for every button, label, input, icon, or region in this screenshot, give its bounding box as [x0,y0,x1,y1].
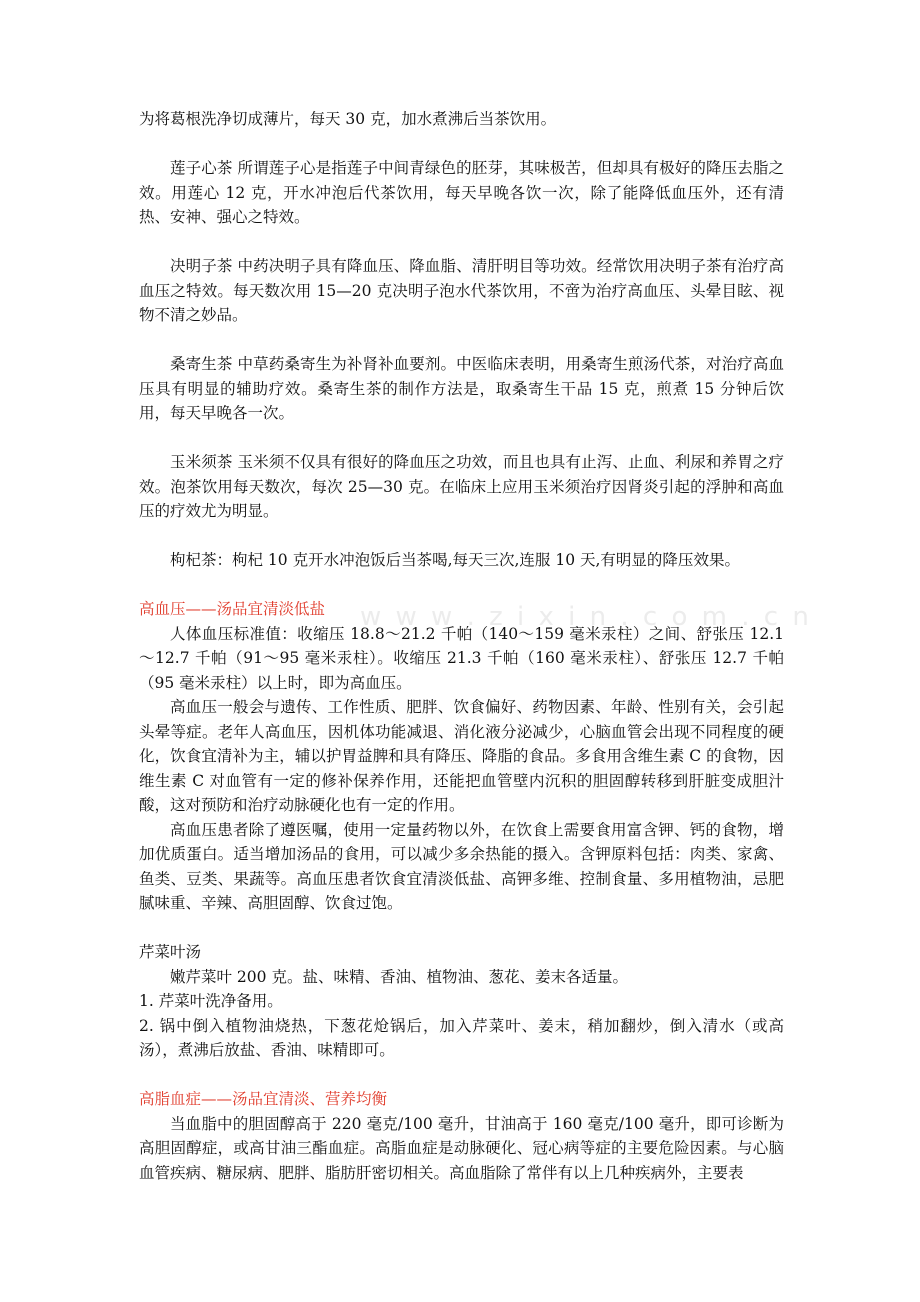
recipe-step-1: 1. 芹菜叶洗净备用。 [139,992,283,1010]
paragraph-juemingzi-tea: 决明子茶 中药决明子具有降血压、降血脂、清肝明目等功效。经常饮用决明子茶有治疗高血压之特效。每天数次用 15—20 克决明子泡水代茶饮用，不啻为治疗高血压、头晕目眩、视物不清之妙品。 [139,257,784,324]
paragraph-lianzixin-tea: 莲子心茶 所谓莲子心是指莲子中间青绿色的胚芽，其味极苦，但却具有极好的降压去脂之效。用莲心 12 克，开水冲泡后代茶饮用，每天早晚各饮一次，除了能降低血压外，还有清热、安神、强心之特效。 [139,159,784,226]
recipe-ingredients: 嫩芹菜叶 200 克。盐、味精、香油、植物油、葱花、姜末各适量。 [170,967,628,986]
paragraph-sangjisheng-tea: 桑寄生茶 中草药桑寄生为补肾补血要剂。中医临床表明，用桑寄生煎汤代茶，对治疗高血压具有明显的辅助疗效。桑寄生茶的制作方法是，取桑寄生干品 15 克，煎煮 15 分钟后饮用，每天早晚各一次。 [139,355,784,422]
paragraph-bp-standard: 人体血压标准值：收缩压 18.8～21.2 千帕（140～159 毫米汞柱）之间、舒张压 12.1～12.7 千帕（91～95 毫米汞柱）。收缩压 21.3 千帕（160 毫米汞柱）、舒张压 12.7 千帕（95 毫米汞柱）以上时，即为高血压。 [139,624,784,692]
watermark: w w w . z i x i n . c o m . c n [360,602,812,632]
recipe-title-celery-soup: 芹菜叶汤 [139,943,202,961]
paragraph-bp-diet: 高血压患者除了遵医嘱，使用一定量药物以外，在饮食上需要食用富含钾、钙的食物，增加优质蛋白。适当增加汤品的食用，可以减少多余热能的摄入。含钾原料包括：肉类、家禽、鱼类、豆类、果蔬等。高血压患者饮食宜清淡低盐、高钾多维、控制食量、多用植物油，忌肥腻味重、辛辣、高胆固醇、饮食过饱。 [139,820,784,912]
paragraph-yumixu-tea: 玉米须茶 玉米须不仅具有很好的降血压之功效，而且也具有止泻、止血、利尿和养胃之疗效。泡茶饮用每天数次，每次 25—30 克。在临床上应用玉米须治疗因肾炎引起的浮肿和高血压的疗效尤为明显。 [139,453,784,520]
section-heading-hyperlipidemia: 高脂血症——汤品宜清淡、营养均衡 [139,1090,388,1108]
paragraph-bp-causes: 高血压一般会与遗传、工作性质、肥胖、饮食偏好、药物因素、年龄、性别有关，会引起头晕等症。老年人高血压，因机体功能减退、消化液分泌减少，心脑血管会出现不同程度的硬化，饮食宜清补为主，辅以护胃益脾和具有降压、降脂的食品。多食用含维生素 C 的食物，因维生素 C 对血管有一定的修补保养作用，还能把血管壁内沉积的胆固醇转移到肝脏变成胆汁酸，这对预防和治疗动脉硬化也有一定的作用。 [139,698,784,814]
paragraph-hyperlipidemia: 当血脂中的胆固醇高于 220 毫克/100 毫升，甘油高于 160 毫克/100 毫升，即可诊断为高胆固醇症，或高甘油三酯血症。高脂血症是动脉硬化、冠心病等症的主要危险因素。与心脑血管疾病、糖尿病、肥胖、脂肪肝密切相关。高血脂除了常伴有以上几种疾病外，主要表 [139,1114,784,1182]
recipe-step-2: 2. 锅中倒入植物油烧热，下葱花炝锅后，加入芹菜叶、姜末，稍加翻炒，倒入清水（或高汤），煮沸后放盐、香油、味精即可。 [139,1016,784,1059]
paragraph-gegen: 为将葛根洗净切成薄片，每天 30 克，加水煮沸后当茶饮用。 [139,110,557,128]
paragraph-gouqi-tea: 枸杞茶：枸杞 10 克开水冲泡饭后当茶喝,每天三次,连服 10 天,有明显的降压效果。 [170,551,740,569]
section-heading-hypertension: 高血压——汤品宜清淡低盐 [139,600,326,618]
document-body [139,107,784,1185]
